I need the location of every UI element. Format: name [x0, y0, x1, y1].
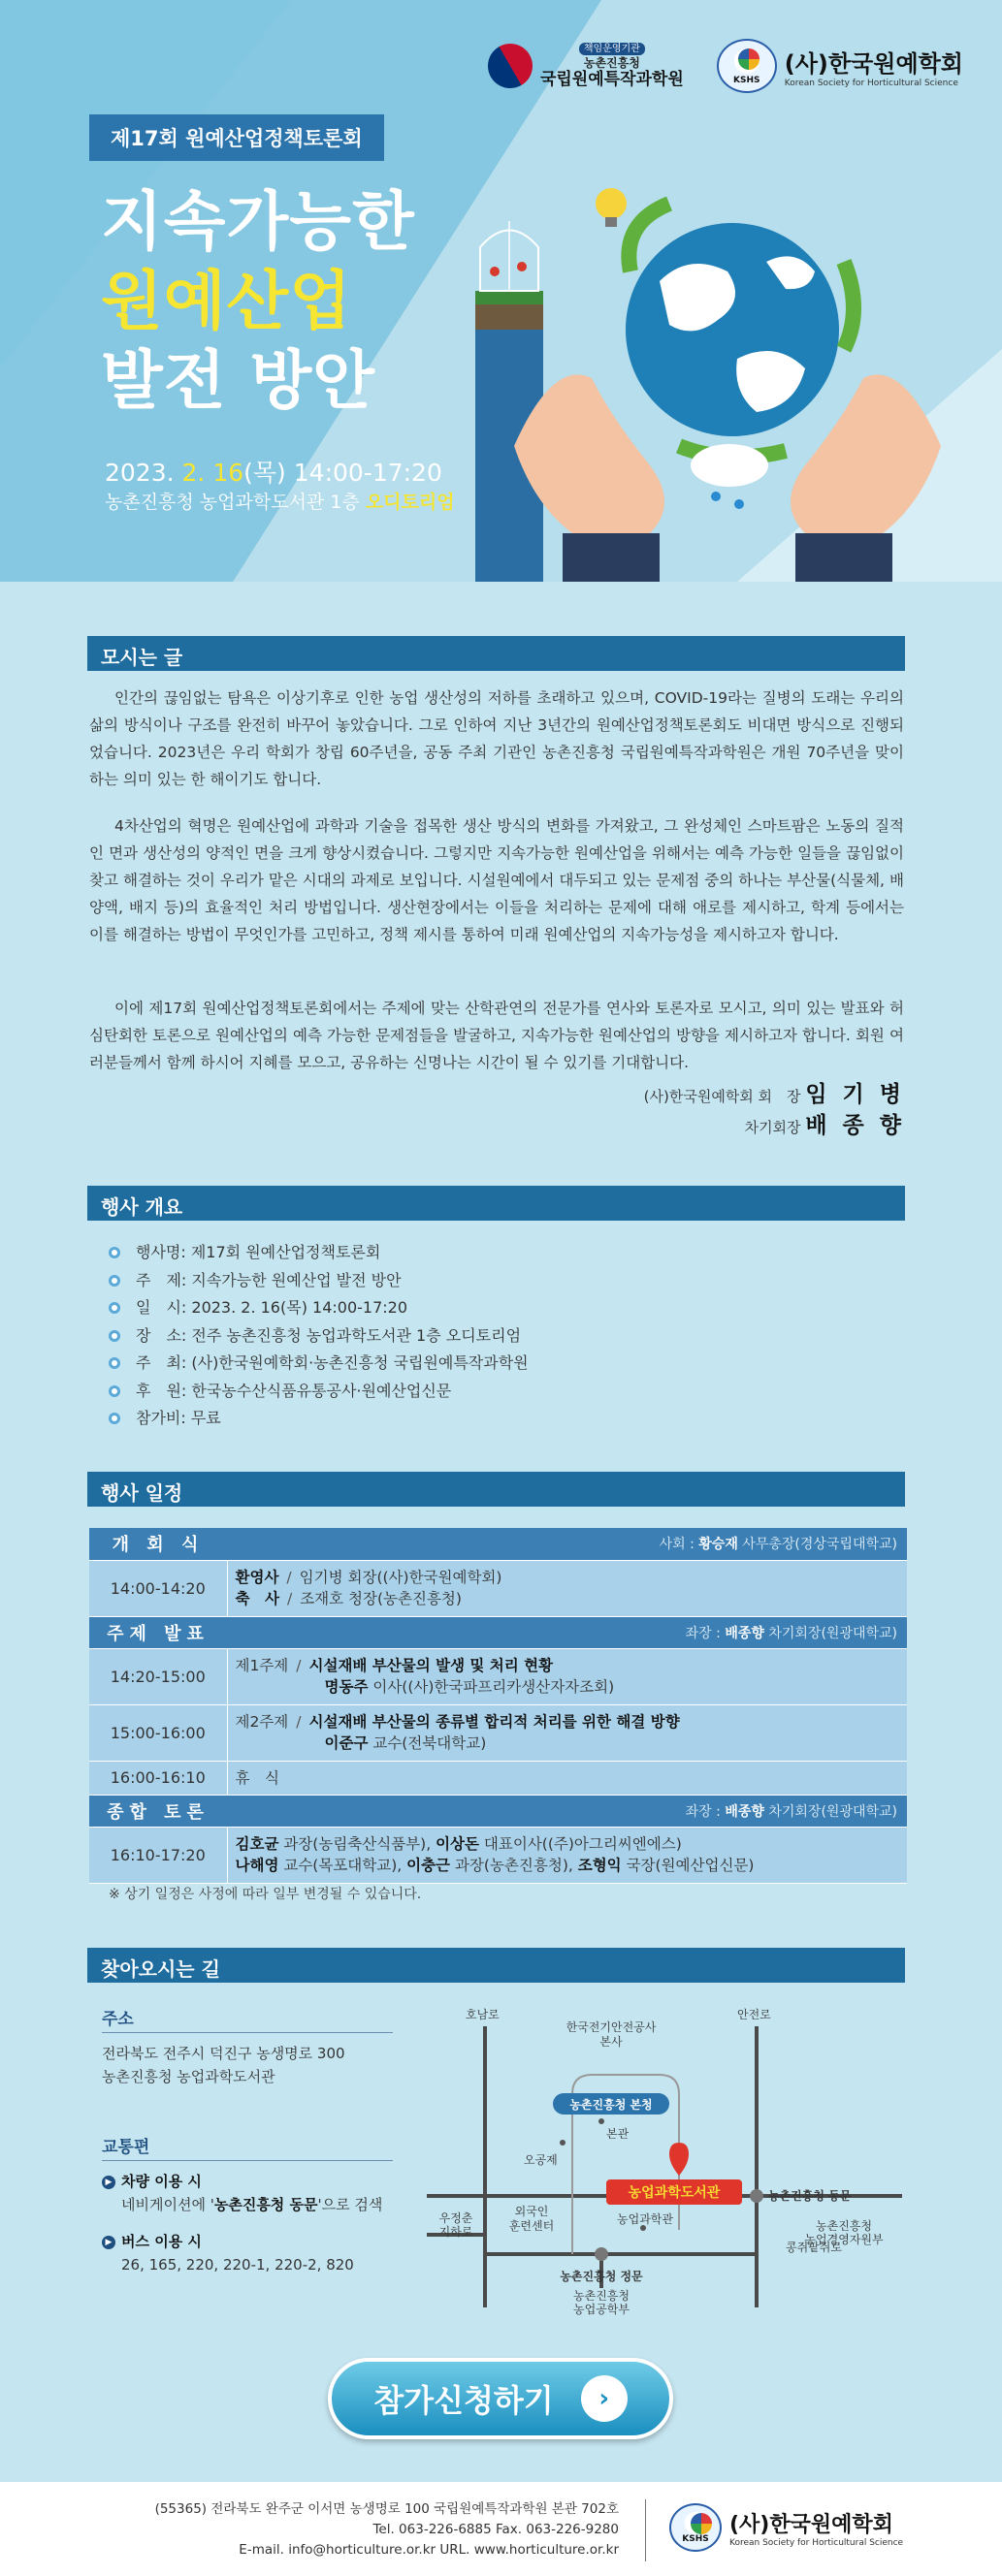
event-date — [105, 454, 442, 489]
panel-affil: 과장(농촌진흥청), — [450, 1857, 578, 1874]
kshs-main: (사)한국원예학회 — [784, 49, 963, 78]
rda-main: 국립원예특작과학원 — [539, 69, 684, 89]
table-row — [89, 1761, 907, 1795]
topic-number: 제1주제 — [235, 1657, 289, 1674]
bus-label: 버스 이용 시 — [121, 2233, 202, 2250]
address-text — [102, 2042, 345, 2088]
map-woojeong: 우정춘 — [438, 2211, 473, 2225]
panel-affil: 과장(농림축산식품부), — [278, 1835, 436, 1853]
schedule-table — [89, 1528, 907, 1884]
list-item — [109, 1267, 529, 1295]
bullet-icon — [109, 1385, 120, 1397]
chair-role: 사회 : — [659, 1537, 699, 1553]
chair-name: 배종향 — [725, 1803, 764, 1820]
map-road-left: 호남로 — [466, 2008, 500, 2021]
presentation-chair — [227, 1616, 907, 1648]
rda-tag: 책임운영기관 — [579, 43, 645, 56]
chair-role: 좌장 : — [685, 1803, 726, 1820]
register-button[interactable] — [328, 2358, 673, 2439]
congrats-role: 축 사 — [235, 1590, 279, 1607]
topic-1: 제1주제 / 시설재배 부산물의 발생 및 처리 현황 명동주 이사((사)한국파프리카생산자자조회) — [227, 1648, 907, 1704]
schedule-note: ※ 상기 일정은 사정에 따라 일부 변경될 수 있습니다. — [109, 1887, 422, 1902]
signature-president-elect — [745, 1107, 905, 1139]
title-line-3: 발전 방안 — [101, 343, 376, 418]
panel-affil: 국장(원예산업신문) — [621, 1857, 755, 1874]
chair-affil: 사무총장(경상국립대학교) — [737, 1537, 897, 1553]
footer-address: (55365) 전라북도 완주군 이서면 농생명로 100 국립원예특작과학원 본관 702호 — [154, 2501, 619, 2517]
page-title — [101, 182, 415, 421]
map-rda-right-2: 농업경영자원부 — [804, 2233, 884, 2246]
map-bottom-1: 농촌진흥청 — [573, 2289, 630, 2303]
panel-name: 나해영 — [235, 1857, 279, 1874]
overview-heading: 행사 개요 — [87, 1186, 905, 1221]
address-line-2: 농촌진흥청 농업과학도서관 — [102, 2068, 275, 2085]
address-line-1: 전라북도 전주시 덕진구 농생명로 300 — [102, 2045, 345, 2062]
list-item — [109, 1239, 529, 1267]
table-row — [89, 1704, 907, 1761]
date-day: 2. 16 — [181, 459, 244, 487]
chair-affil: 차기회장(원광대학교) — [763, 1625, 897, 1641]
overview-list — [109, 1239, 529, 1433]
car-text-pre: 네비게이션에 ' — [121, 2196, 214, 2213]
table-row — [89, 1560, 907, 1616]
overview-item-text: 일 시: 2023. 2. 16(목) 14:00-17:20 — [136, 1298, 408, 1317]
break-text: 휴 식 — [227, 1761, 907, 1795]
chair-name: 황승재 — [698, 1537, 738, 1553]
discussion-chair — [227, 1795, 907, 1827]
greeting-heading: 모시는 글 — [87, 636, 905, 671]
footer-email: E-mail. info@horticulture.or.kr URL. www.horticulture.or.kr — [239, 2542, 619, 2558]
table-row — [89, 1616, 907, 1648]
hero-banner — [0, 0, 1002, 582]
map-kepco-2: 본사 — [599, 2035, 623, 2049]
list-item — [109, 1294, 529, 1322]
map-agri-hall: 농업과학관 — [617, 2212, 673, 2226]
footer-logo — [669, 2503, 903, 2552]
time-cell: 14:00-14:20 — [89, 1560, 227, 1616]
footer-phone: Tel. 063-226-6885 Fax. 063-226-9280 — [372, 2522, 619, 2537]
opening-label: 개 회 식 — [89, 1528, 227, 1560]
table-row — [89, 1528, 907, 1560]
kshs-badge-icon: KSHS — [669, 2503, 722, 2552]
map-pin-icon — [669, 2143, 689, 2176]
panel-name: 조형익 — [577, 1857, 622, 1874]
overview-item-text: 행사명: 제17회 원예산업정책토론회 — [136, 1243, 381, 1261]
map-woojeong-2: 지하로 — [438, 2225, 473, 2239]
map-kepco: 한국전기안전공사 — [566, 2020, 657, 2034]
bullet-icon — [109, 1302, 120, 1314]
overview-item-text: 후 원: 한국농수산식품유통공사·원예산업신문 — [136, 1381, 452, 1400]
map-training-1: 외국인 — [514, 2205, 549, 2218]
speaker-affil: 이사((사)한국파프리카생산자자조회) — [368, 1678, 615, 1696]
chair-role: 좌장 : — [685, 1625, 726, 1641]
time-cell: 16:00-16:10 — [89, 1761, 227, 1795]
bullet-icon — [109, 1413, 120, 1424]
signature-president-org: (사)한국원예학회 회 장 — [643, 1088, 801, 1105]
car-label: 차량 이용 시 — [121, 2173, 202, 2190]
discussion-panel — [227, 1827, 907, 1883]
map-road-right: 안전로 — [737, 2008, 771, 2021]
presentation-label: 주제 발표 — [89, 1616, 227, 1648]
car-icon: ▶ — [102, 2176, 115, 2189]
car-text-post: '으로 검색 — [317, 2196, 383, 2213]
table-row — [89, 1795, 907, 1827]
map-training-2: 훈련센터 — [508, 2219, 555, 2233]
topic-title: 시설재배 부산물의 종류별 합리적 처리를 위한 해결 방향 — [308, 1713, 680, 1731]
list-item — [109, 1350, 529, 1378]
event-tag: 제17회 원예산업정책토론회 — [89, 114, 384, 161]
map-bongwan: 본관 — [606, 2127, 630, 2141]
map-rda-main: 농촌진흥청 본청 — [569, 2098, 653, 2112]
rda-logo — [488, 43, 684, 90]
panel-name: 김호균 — [235, 1835, 279, 1853]
overview-item-text: 장 소: 전주 농촌진흥청 농업과학도서관 1층 오디토리엄 — [136, 1325, 522, 1345]
discussion-label: 종합 토론 — [89, 1795, 227, 1827]
footer-contact — [155, 2499, 619, 2560]
greeting-paragraph-3: 이에 제17회 원예산업정책토론회에서는 주제에 맞는 산학관연의 전문가를 연사와 토론자로 모시고, 의미 있는 발표와 허심탄회한 토론으로 원예산업의 예측 가능한 문제점들을 발굴하고, 지속가능한 원예산업의 방향을 제시하고자 합니다. 회원 여러분들께서 함께 하시어 지혜를 모으고, 공유하는 신명나는 시간이 될 수 있기를 기대합니다. — [89, 1000, 904, 1071]
chair-affil: 차기회장(원광대학교) — [763, 1803, 897, 1820]
bus-text: 26, 165, 220, 220-1, 220-2, 820 — [121, 2256, 354, 2274]
overview-item-text: 주 최: (사)한국원예학회·농촌진흥청 국립원예특작과학원 — [136, 1353, 529, 1372]
list-item — [109, 1378, 529, 1406]
time-cell: 15:00-16:00 — [89, 1704, 227, 1761]
signature-president — [644, 1076, 905, 1108]
kshs-logo — [717, 39, 963, 93]
location-map — [417, 1997, 921, 2317]
transport-divider — [102, 2160, 393, 2161]
speaker-affil: 교수(전북대학교) — [368, 1734, 487, 1752]
header-logos — [488, 39, 963, 93]
arrow-right-icon: › — [581, 2375, 628, 2422]
table-row — [89, 1648, 907, 1704]
location-heading: 찾아오시는 길 — [87, 1948, 905, 1983]
panel-affil: 교수(목포대학교), — [278, 1857, 407, 1874]
date-year: 2023. — [105, 459, 182, 487]
greeting-paragraph-2: 4차산업의 혁명은 원예산업에 과학과 기술을 접목한 생산 방식의 변화를 가져왔고, 그 완성체인 스마트팜은 노동의 질적인 면과 생산성의 양적인 면을 크게 향상시켰습니다. 그렇지만 지속가능한 원예산업을 위해서는 예측 가능한 일들을 끊임없이 찾고 해결하는 것이 우리가 맡은 시대의 과제로 보입니다. 시설원예에서 대두되고 있는 문제점 중의 하나는 부산물(식물체, 배양액, 배지 등)의 효율적인 처리 방법입니다. 생산현장에서는 이들을 처리하는 문제에 대해 애로를 제시하고, 학계 등에서는 이를 해결하는 방법이 무엇인가를 고민하고, 정책 제시를 통하여 미래 원예산업의 지속가능성을 제시하고자 합니다. — [89, 817, 904, 943]
venue-highlight: 오디토리엄 — [365, 492, 455, 513]
signature-president-name: 임 기 병 — [805, 1082, 905, 1107]
bullet-icon — [109, 1357, 120, 1369]
signature-elect-name: 배 종 향 — [805, 1113, 905, 1138]
kshs-badge-icon: KSHS — [717, 39, 777, 93]
title-line-2: 원예산업 — [101, 264, 353, 338]
schedule-heading: 행사 일정 — [87, 1472, 905, 1507]
taeguk-icon — [480, 36, 541, 97]
topic-title: 시설재배 부산물의 발생 및 처리 현황 — [308, 1657, 554, 1674]
rda-sub: 농촌진흥청 — [583, 56, 640, 71]
speaker-name: 이준구 — [324, 1734, 369, 1752]
register-button-label: 참가신청하기 — [373, 2382, 554, 2419]
panel-name: 이상돈 — [436, 1835, 479, 1853]
kshs-sub: Korean Society for Horticultural Science — [784, 78, 958, 88]
topic-2: 제2주제 / 시설재배 부산물의 종류별 합리적 처리를 위한 해결 방향 이준구 교수(전북대학교) — [227, 1704, 907, 1761]
panel-affil: 대표이사((주)아그리씨엔에스) — [478, 1835, 682, 1853]
bullet-icon — [109, 1275, 120, 1287]
welcome-role: 환영사 — [235, 1569, 279, 1586]
overview-item-text: 참가비: 무료 — [136, 1409, 221, 1427]
car-info — [102, 2170, 382, 2216]
overview-item-text: 주 제: 지속가능한 원예산업 발전 방안 — [136, 1270, 402, 1289]
opening-desc: 환영사 / 임기병 회장((사)한국원예학회) 축 사 / 조재호 청장(농촌진흥청) — [227, 1560, 907, 1616]
chair-name: 배종향 — [725, 1625, 764, 1641]
map-road-bottom-right: 콩쥐팥쥐로 — [786, 2241, 842, 2254]
map-library: 농업과학도서관 — [628, 2185, 721, 2201]
footer-logo-sub: Korean Society for Horticultural Science — [729, 2537, 904, 2548]
bullet-icon — [109, 1330, 120, 1342]
opening-chair — [227, 1528, 907, 1560]
time-cell: 16:10-17:20 — [89, 1827, 227, 1883]
welcome-text: 임기병 회장((사)한국원예학회) — [299, 1569, 502, 1586]
event-venue — [105, 488, 455, 514]
map-bottom-2: 농업공학부 — [573, 2303, 630, 2316]
bullet-icon — [109, 1247, 120, 1258]
footer — [0, 2482, 1002, 2576]
speaker-name: 명동주 — [324, 1678, 369, 1696]
table-row — [89, 1827, 907, 1883]
signature-elect-org: 차기회장 — [744, 1119, 801, 1136]
car-text-bold: 농촌진흥청 동문 — [213, 2196, 318, 2213]
transport-title: 교통편 — [102, 2138, 150, 2157]
topic-number: 제2주제 — [235, 1713, 289, 1731]
bus-info — [102, 2230, 354, 2276]
bus-icon: ▶ — [102, 2236, 115, 2249]
footer-divider — [645, 2499, 646, 2561]
map-ojeongji: 오공제 — [524, 2153, 558, 2167]
map-rda-right-1: 농촌진흥청 — [816, 2219, 872, 2233]
title-line-1: 지속가능한 — [101, 184, 415, 259]
panel-name: 이충근 — [406, 1857, 451, 1874]
congrats-text: 조재호 청장(농촌진흥청) — [300, 1590, 462, 1607]
time-cell: 14:20-15:00 — [89, 1648, 227, 1704]
venue-text: 농촌진흥청 농업과학도서관 1층 — [105, 492, 366, 513]
map-east-gate: 농촌진흥청 동문 — [768, 2189, 852, 2203]
address-title: 주소 — [102, 2010, 134, 2029]
greeting-paragraph-1: 인간의 끊임없는 탐욕은 이상기후로 인한 농업 생산성의 저하를 초래하고 있으며, COVID-19라는 질병의 도래는 우리의 삶의 방식이나 구조를 완전히 바꾸어 놓았습니다. 그로 인하여 지난 3년간의 원예산업정책토론회도 비대면 방식으로 진행되었습니다. 2023년은 우리 학회가 창립 60주년을, 공동 주최 기관인 농촌진흥청 국립원예특작과학원은 개원 70주년을 맞이하는 의미 있는 한 해이기도 합니다. — [89, 689, 904, 788]
date-time: (목) 14:00-17:20 — [243, 459, 442, 487]
map-main-gate: 농촌진흥청 정문 — [560, 2270, 643, 2283]
list-item — [109, 1405, 529, 1433]
footer-logo-main: (사)한국원예학회 — [729, 2512, 893, 2537]
address-divider — [102, 2032, 393, 2033]
list-item — [109, 1322, 529, 1351]
earth-hands-illustration — [475, 155, 980, 582]
